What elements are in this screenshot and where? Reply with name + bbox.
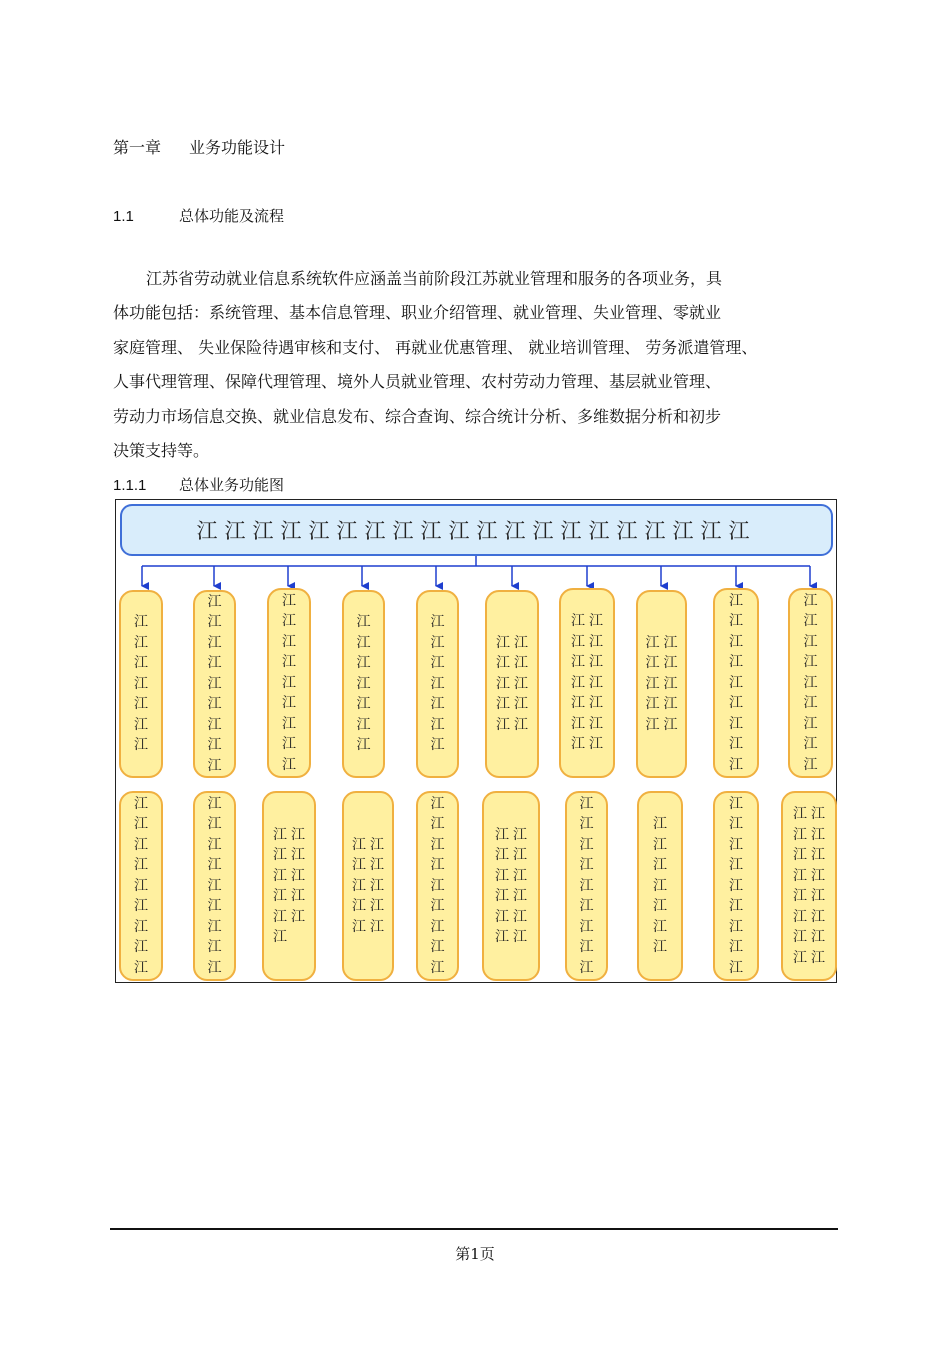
node-char: 江: [273, 826, 287, 843]
node-char: 江: [496, 696, 510, 713]
node-char: 江: [134, 675, 148, 692]
node-char: 江: [430, 898, 445, 915]
node-char: 江: [729, 592, 743, 609]
node-label-column: [793, 804, 807, 968]
node-label: [729, 794, 743, 979]
row2-node: [193, 791, 236, 981]
node-char: 江: [803, 654, 818, 671]
node-char: 江: [273, 867, 287, 884]
node-char: 江: [207, 675, 222, 692]
node-char: 江: [663, 696, 678, 713]
node-label-column: [664, 633, 678, 736]
node-label: [431, 612, 445, 756]
node-char: 江: [811, 888, 825, 904]
node-char: 江: [495, 826, 509, 843]
node-char: 江: [207, 898, 222, 915]
node-char: 江: [803, 736, 818, 753]
node-label-column: [357, 612, 371, 756]
node-char: 江: [207, 757, 222, 774]
node-char: 江: [589, 715, 603, 732]
paragraph-line: 人事代理管理、保障代理管理、境外人员就业管理、农村劳动力管理、基层就业管理、: [113, 372, 722, 392]
node-char: 江: [134, 614, 148, 631]
paragraph-line: 家庭管理、 失业保险待遇审核和支付、 再就业优惠管理、 就业培训管理、 劳务派遣管理、: [113, 337, 758, 357]
node-label-column: [352, 835, 366, 938]
node-char: 江: [134, 877, 148, 894]
node-char: 江: [645, 716, 660, 733]
node-char: 江: [803, 674, 818, 691]
node-char: 江: [430, 918, 445, 935]
node-char: 江: [793, 806, 807, 822]
node-char: 江: [495, 867, 509, 884]
node-label: [804, 591, 818, 776]
node-label: [208, 592, 222, 777]
node-char: 江: [729, 836, 743, 853]
node-char: 江: [729, 695, 743, 712]
node-char: 江: [495, 929, 509, 945]
node-char: 江: [514, 675, 528, 692]
node-char: 江: [811, 949, 825, 966]
node-char: 江: [207, 795, 222, 812]
node-label: [431, 794, 445, 979]
node-char: 江: [207, 716, 222, 733]
node-char: 江: [430, 716, 445, 733]
node-char: 江: [729, 857, 743, 874]
node-char: 江: [430, 816, 445, 833]
node-char: 江: [495, 908, 509, 925]
node-char: 江: [134, 898, 148, 915]
paragraph-line: 劳动力市场信息交换、就业信息发布、综合查询、综合统计分析、多维数据分析和初步: [113, 406, 722, 426]
node-label: [580, 794, 594, 979]
node-char: 江: [273, 847, 287, 863]
node-char: 江: [273, 929, 287, 945]
node-char: 江: [207, 939, 222, 956]
node-label-column: [729, 794, 743, 979]
node-char: 江: [356, 655, 371, 672]
node-char: 江: [291, 826, 305, 843]
function-diagram: [115, 499, 837, 983]
node-char: 江: [282, 715, 296, 732]
node-char: 江: [430, 634, 445, 651]
node-char: 江: [282, 613, 296, 630]
node-char: 江: [134, 959, 148, 976]
section-number: 1.1: [113, 208, 134, 225]
node-char: 江: [579, 836, 594, 853]
node-char: 江: [352, 918, 366, 935]
node-char: 江: [645, 675, 660, 692]
node-char: 江: [589, 654, 603, 671]
node-char: 江: [663, 716, 678, 733]
node-char: 江: [496, 655, 510, 672]
node-char: 江: [811, 826, 825, 843]
node-char: 江: [430, 655, 445, 672]
node-label-column: [811, 804, 825, 968]
node-char: 江: [793, 929, 807, 945]
node-char: 江: [134, 634, 148, 651]
node-char: 江: [579, 959, 594, 976]
node-char: 江: [496, 634, 510, 651]
node-char: 江: [579, 816, 594, 833]
diagram-root-label: 江江江江江江江江江江江江江江江江江江江江: [196, 519, 757, 543]
subsection-number: 1.1.1: [113, 477, 147, 494]
node-char: 江: [370, 857, 384, 874]
node-char: 江: [356, 737, 371, 754]
node-char: 江: [811, 867, 825, 884]
node-label: [357, 612, 371, 756]
node-char: 江: [729, 736, 743, 753]
body-paragraph: [113, 262, 843, 468]
node-label-column: [431, 794, 445, 979]
node-label-column: [580, 794, 594, 979]
node-char: 江: [729, 939, 743, 956]
node-char: 江: [803, 633, 818, 650]
node-char: 江: [207, 593, 222, 610]
node-char: 江: [370, 877, 384, 894]
node-char: 江: [134, 816, 148, 833]
node-char: 江: [571, 736, 585, 753]
section-heading: [113, 205, 284, 226]
node-label-column: [134, 794, 148, 979]
node-char: 江: [352, 836, 366, 853]
node-char: 江: [291, 847, 305, 863]
node-char: 江: [663, 634, 678, 651]
node-char: 江: [513, 867, 527, 884]
node-char: 江: [793, 826, 807, 843]
node-char: 江: [645, 696, 660, 713]
node-label: [134, 612, 148, 756]
node-char: 江: [291, 867, 305, 884]
node-char: 江: [496, 716, 510, 733]
node-char: 江: [134, 836, 148, 853]
node-char: 江: [134, 857, 148, 874]
node-label: [208, 794, 222, 979]
node-label-column: [571, 611, 585, 755]
row2-node: [637, 791, 683, 981]
node-label-column: [513, 825, 527, 948]
node-char: 江: [579, 795, 594, 812]
node-char: 江: [653, 939, 667, 956]
row2-node: [342, 791, 394, 981]
row1-node: [119, 590, 163, 778]
node-char: 江: [645, 634, 660, 651]
row2-node: [713, 791, 759, 981]
node-char: 江: [430, 877, 445, 894]
node-char: 江: [430, 836, 445, 853]
node-char: 江: [370, 898, 384, 915]
node-label-column: [370, 835, 384, 938]
node-char: 江: [513, 826, 527, 843]
node-char: 江: [729, 918, 743, 935]
row1-node: [193, 590, 236, 778]
node-char: 江: [803, 592, 818, 609]
node-char: 江: [729, 674, 743, 691]
node-char: 江: [729, 633, 743, 650]
node-char: 江: [653, 816, 667, 833]
node-label: [352, 835, 384, 938]
node-char: 江: [514, 634, 528, 651]
node-char: 江: [495, 888, 509, 904]
node-char: 江: [803, 756, 818, 773]
node-char: 江: [793, 847, 807, 863]
node-char: 江: [514, 655, 528, 672]
node-char: 江: [207, 877, 222, 894]
node-char: 江: [207, 737, 222, 754]
node-char: 江: [571, 715, 585, 732]
node-char: 江: [430, 795, 445, 812]
node-label-column: [273, 825, 287, 948]
node-char: 江: [370, 836, 384, 853]
node-char: 江: [663, 675, 678, 692]
node-char: 江: [579, 857, 594, 874]
node-char: 江: [207, 959, 222, 976]
node-char: 江: [589, 695, 603, 712]
node-char: 江: [653, 877, 667, 894]
node-char: 江: [729, 795, 743, 812]
footer-rule: [110, 1228, 838, 1230]
row1-node: [559, 588, 615, 778]
diagram-connectors: [116, 500, 836, 592]
chapter-title: 业务功能设计: [189, 138, 286, 157]
node-label-column: [495, 825, 509, 948]
node-label-column: [291, 825, 305, 948]
node-char: 江: [803, 695, 818, 712]
node-char: 江: [356, 696, 371, 713]
node-char: 江: [134, 918, 148, 935]
row2-node: [482, 791, 540, 981]
node-char: 江: [793, 908, 807, 925]
node-char: 江: [793, 867, 807, 884]
node-char: 江: [291, 908, 305, 925]
node-char: 江: [282, 756, 296, 773]
subsection-title: 总体业务功能图: [179, 476, 285, 494]
row2-node: [565, 791, 608, 981]
node-char: 江: [811, 908, 825, 925]
node-char: 江: [729, 877, 743, 894]
node-label: [134, 794, 148, 979]
node-char: 江: [729, 756, 743, 773]
node-label-column: [431, 612, 445, 756]
node-label: [653, 814, 667, 958]
row1-node: [636, 590, 687, 778]
chapter-heading: [113, 135, 285, 158]
node-label-column: [804, 591, 818, 776]
node-char: 江: [514, 696, 528, 713]
node-char: 江: [207, 614, 222, 631]
row1-node: [416, 590, 459, 778]
node-char: 江: [282, 592, 296, 609]
node-char: 江: [571, 633, 585, 650]
node-char: 江: [430, 696, 445, 713]
node-label: [273, 825, 305, 948]
node-char: 江: [282, 633, 296, 650]
chapter-number: 第一章: [113, 138, 162, 157]
node-char: 江: [207, 634, 222, 651]
node-char: 江: [514, 716, 528, 733]
node-char: 江: [793, 949, 807, 966]
node-char: 江: [134, 939, 148, 956]
node-char: 江: [571, 613, 585, 630]
node-char: 江: [729, 715, 743, 732]
node-char: 江: [653, 918, 667, 935]
node-char: 江: [653, 857, 667, 874]
node-char: 江: [207, 696, 222, 713]
node-char: 江: [729, 898, 743, 915]
node-char: 江: [589, 613, 603, 630]
node-char: 江: [811, 847, 825, 863]
node-label: [793, 804, 825, 968]
node-char: 江: [282, 654, 296, 671]
node-char: 江: [430, 939, 445, 956]
section-title: 总体功能及流程: [179, 207, 285, 225]
node-char: 江: [207, 918, 222, 935]
node-label: [495, 825, 527, 948]
node-char: 江: [207, 655, 222, 672]
node-char: 江: [663, 655, 678, 672]
node-char: 江: [803, 613, 818, 630]
node-label-column: [208, 592, 222, 777]
node-label: [571, 611, 603, 755]
node-char: 江: [579, 939, 594, 956]
paragraph-line: 决策支持等。: [113, 440, 210, 460]
node-char: 江: [803, 715, 818, 732]
node-char: 江: [513, 888, 527, 904]
node-label: [496, 633, 528, 736]
node-char: 江: [352, 857, 366, 874]
node-char: 江: [207, 836, 222, 853]
node-label-column: [496, 633, 510, 736]
node-char: 江: [370, 918, 384, 935]
node-char: 江: [495, 847, 509, 863]
node-char: 江: [513, 847, 527, 863]
node-char: 江: [282, 736, 296, 753]
node-label-column: [729, 591, 743, 776]
node-char: 江: [134, 655, 148, 672]
node-label-column: [589, 611, 603, 755]
node-label-column: [282, 591, 296, 776]
node-label: [729, 591, 743, 776]
row2-node: [119, 791, 163, 981]
node-char: 江: [571, 654, 585, 671]
paragraph-line: 江苏省劳动就业信息系统软件应涵盖当前阶段江苏就业管理和服务的各项业务，具: [146, 269, 723, 288]
paragraph-line: 体功能包括：系统管理、基本信息管理、职业介绍管理、就业管理、失业管理、零就业: [113, 303, 722, 323]
node-char: 江: [273, 908, 287, 925]
page-number: 第1页: [455, 1245, 495, 1263]
node-char: 江: [811, 806, 825, 822]
node-char: 江: [589, 736, 603, 753]
node-char: 江: [291, 888, 305, 904]
node-char: 江: [282, 695, 296, 712]
node-char: 江: [793, 888, 807, 904]
node-label-column: [646, 633, 660, 736]
node-char: 江: [513, 929, 527, 945]
node-char: 江: [729, 816, 743, 833]
node-char: 江: [430, 675, 445, 692]
row1-node: [342, 590, 385, 778]
node-char: 江: [207, 816, 222, 833]
node-char: 江: [653, 898, 667, 915]
subsection-heading: [113, 474, 284, 495]
node-char: 江: [134, 737, 148, 754]
node-char: 江: [729, 613, 743, 630]
node-char: 江: [579, 898, 594, 915]
node-char: 江: [282, 674, 296, 691]
node-char: 江: [356, 716, 371, 733]
node-char: 江: [207, 857, 222, 874]
row1-node: [713, 588, 759, 778]
row2-node: [262, 791, 316, 981]
node-char: 江: [513, 908, 527, 925]
node-label-column: [653, 814, 667, 958]
row1-node: [267, 588, 311, 778]
node-label-column: [514, 633, 528, 736]
node-char: 江: [589, 633, 603, 650]
node-char: 江: [589, 674, 603, 691]
node-char: 江: [645, 655, 660, 672]
node-char: 江: [356, 614, 371, 631]
node-label-column: [134, 612, 148, 756]
node-char: 江: [273, 888, 287, 904]
node-char: 江: [729, 654, 743, 671]
node-char: 江: [352, 898, 366, 915]
node-char: 江: [430, 857, 445, 874]
node-label: [646, 633, 678, 736]
node-char: 江: [352, 877, 366, 894]
node-char: 江: [134, 795, 148, 812]
node-char: 江: [356, 675, 371, 692]
node-char: 江: [729, 959, 743, 976]
row1-node: [485, 590, 539, 778]
row2-node: [781, 791, 837, 981]
node-char: 江: [134, 696, 148, 713]
node-char: 江: [496, 675, 510, 692]
node-label: [282, 591, 296, 776]
node-char: 江: [653, 836, 667, 853]
node-char: 江: [579, 918, 594, 935]
node-char: 江: [811, 929, 825, 945]
node-char: 江: [356, 634, 371, 651]
node-char: 江: [571, 674, 585, 691]
row1-node: [788, 588, 833, 778]
node-char: 江: [579, 877, 594, 894]
node-char: 江: [430, 959, 445, 976]
node-label-column: [208, 794, 222, 979]
node-char: 江: [571, 695, 585, 712]
row2-node: [416, 791, 459, 981]
node-char: 江: [430, 737, 445, 754]
node-char: 江: [134, 716, 148, 733]
node-char: 江: [430, 614, 445, 631]
